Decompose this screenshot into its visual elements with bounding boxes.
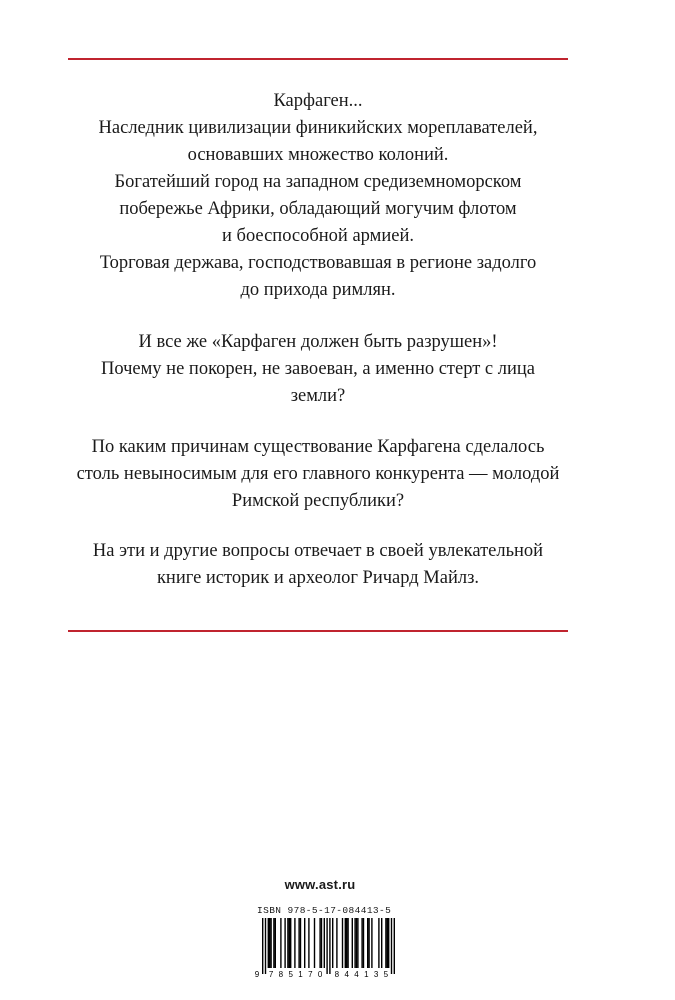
isbn-barcode bbox=[252, 918, 402, 978]
barcode-bar bbox=[345, 918, 346, 968]
blurb-line: земли? bbox=[290, 386, 346, 406]
isbn-label: ISBN 978-5-17-084413-5 bbox=[257, 905, 392, 916]
top-divider bbox=[68, 58, 568, 60]
blurb-line: На эти и другие вопросы отвечает в своей увлекательной bbox=[92, 541, 544, 561]
barcode-bar bbox=[346, 918, 347, 968]
barcode-bar bbox=[280, 918, 281, 968]
blurb-line: Торговая держава, господствовавшая в регионе задолго bbox=[99, 253, 537, 273]
blurb-paragraph-3 bbox=[68, 434, 568, 515]
barcode-digit: 1 bbox=[364, 970, 369, 978]
barcode-digit: 5 bbox=[383, 970, 389, 978]
blurb-line: И все же «Карфаген должен быть разрушен»! bbox=[138, 332, 498, 352]
barcode-bar bbox=[336, 918, 337, 968]
blurb-paragraph-4 bbox=[68, 538, 568, 592]
barcode-bar bbox=[308, 918, 309, 968]
blurb-paragraph-2 bbox=[68, 329, 568, 410]
barcode-digit: 8 bbox=[334, 970, 340, 978]
barcode-bar bbox=[356, 918, 357, 968]
barcode-bar bbox=[371, 918, 372, 968]
barcode-bar bbox=[270, 918, 271, 968]
barcode-bar bbox=[300, 918, 301, 968]
barcode-bar bbox=[275, 918, 276, 968]
barcode-bar bbox=[332, 918, 333, 968]
bottom-divider bbox=[68, 630, 568, 632]
blurb-line: столь невыносимым для его главного конкурента — молодой bbox=[76, 464, 560, 484]
blurb-line: и боеспособной армией. bbox=[222, 226, 414, 246]
barcode-digits bbox=[255, 970, 389, 978]
blurb-line: Богатейший город на западном средиземноморском bbox=[114, 172, 522, 192]
barcode-bar bbox=[265, 918, 266, 974]
barcode-digit: 5 bbox=[288, 970, 293, 978]
blurb-line: побережье Африки, обладающий могучим флотом bbox=[119, 199, 517, 219]
barcode-bar bbox=[314, 918, 315, 968]
publisher-website: www.ast.ru bbox=[284, 877, 356, 892]
blurb-line: Наследник цивилизации финикийских мореплавателей, bbox=[98, 118, 538, 138]
barcode-bar bbox=[385, 918, 386, 968]
blurb-line: Римской республики? bbox=[231, 491, 405, 511]
barcode-bar bbox=[284, 918, 285, 968]
barcode-bar bbox=[387, 918, 388, 968]
barcode-bar bbox=[268, 918, 269, 968]
barcode-digit: 4 bbox=[344, 970, 349, 978]
barcode-bar bbox=[324, 918, 325, 968]
barcode-bar bbox=[269, 918, 270, 968]
barcode-digit: 7 bbox=[308, 970, 313, 978]
barcode-bar bbox=[378, 918, 379, 968]
barcode-digit: 1 bbox=[298, 970, 303, 978]
barcode-bar bbox=[347, 918, 348, 968]
barcode-bar bbox=[273, 918, 274, 968]
barcode-bar bbox=[287, 918, 288, 968]
barcode-digit: 9 bbox=[254, 970, 260, 978]
barcode-bar bbox=[304, 918, 305, 968]
blurb-line: до прихода римлян. bbox=[240, 280, 396, 300]
barcode-digit: 0 bbox=[317, 970, 323, 978]
barcode-bars bbox=[262, 918, 395, 974]
barcode-bar bbox=[298, 918, 299, 968]
barcode-bar bbox=[352, 918, 353, 968]
barcode-bar bbox=[319, 918, 320, 968]
barcode-bar bbox=[342, 918, 343, 968]
barcode-bar bbox=[381, 918, 382, 968]
barcode-bar bbox=[391, 918, 392, 974]
barcode-bar bbox=[367, 918, 368, 968]
barcode-bar bbox=[357, 918, 358, 968]
barcode-bar bbox=[354, 918, 355, 968]
barcode-bar bbox=[290, 918, 291, 968]
blurb-line: книге историк и археолог Ричард Майлз. bbox=[156, 568, 480, 588]
barcode-bar bbox=[262, 918, 263, 974]
barcode-bar bbox=[368, 918, 369, 968]
barcode-bar bbox=[394, 918, 395, 974]
barcode-bar bbox=[363, 918, 364, 968]
barcode-digit: 3 bbox=[373, 970, 379, 978]
blurb-line: основавших множество колоний. bbox=[187, 145, 449, 165]
blurb-line: Почему не покорен, не завоеван, а именно стерт с лица bbox=[100, 359, 536, 379]
barcode-digit: 4 bbox=[354, 970, 359, 978]
barcode-bar bbox=[361, 918, 362, 968]
blurb-line: Карфаген... bbox=[273, 91, 363, 111]
blurb-line: По каким причинам существование Карфагена сделалось bbox=[91, 437, 545, 457]
blurb-paragraph-1 bbox=[68, 88, 568, 304]
barcode-digit: 8 bbox=[278, 970, 284, 978]
barcode-bar bbox=[289, 918, 290, 968]
barcode-bar bbox=[294, 918, 295, 968]
barcode-bar bbox=[326, 918, 327, 974]
barcode-bar bbox=[329, 918, 330, 974]
barcode-bar bbox=[321, 918, 322, 968]
barcode-digit: 7 bbox=[268, 970, 274, 978]
barcode-bar bbox=[388, 918, 389, 968]
